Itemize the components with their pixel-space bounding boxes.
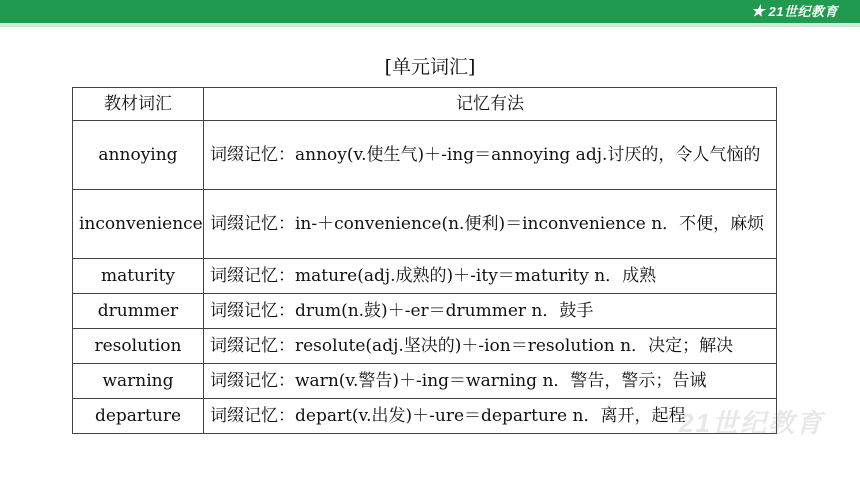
brand-logo <box>751 2 838 21</box>
method-cell: 词缀记忆：annoy(v.使生气)＋-ing＝annoying adj.讨厌的，令人气恼的 <box>204 121 777 190</box>
method-cell: 词缀记忆：warn(v.警告)＋-ing＝warning n．警告，警示；告诫 <box>204 364 777 399</box>
runner-icon: ★ <box>751 3 765 20</box>
word-cell: warning <box>73 364 204 399</box>
table-row <box>73 259 777 294</box>
method-cell: 词缀记忆：depart(v.出发)＋-ure＝departure n．离开，起程 <box>204 399 777 434</box>
column-header-method: 记忆有法 <box>204 88 777 121</box>
method-cell: 词缀记忆：drum(n.鼓)＋-er＝drummer n．鼓手 <box>204 294 777 329</box>
brand-logo-text: 21世纪教育 <box>768 4 838 19</box>
column-header-word: 教材词汇 <box>73 88 204 121</box>
word-cell: resolution <box>73 329 204 364</box>
table-row <box>73 121 777 190</box>
table-header-row <box>73 88 777 121</box>
table-row <box>73 294 777 329</box>
table-row <box>73 329 777 364</box>
method-cell: 词缀记忆：resolute(adj.坚决的)＋-ion＝resolution n．决定；解决 <box>204 329 777 364</box>
table-row <box>73 399 777 434</box>
word-cell: annoying <box>73 121 204 190</box>
watermark: 21世纪教育 <box>679 408 824 438</box>
method-cell: 词缀记忆：mature(adj.成熟的)＋-ity＝maturity n．成熟 <box>204 259 777 294</box>
word-cell: drummer <box>73 294 204 329</box>
page-title: [单元词汇] <box>384 56 476 78</box>
table-row <box>73 190 777 259</box>
vocabulary-table <box>72 87 777 434</box>
method-cell: 词缀记忆：in-＋convenience(n.便利)＝inconvenience n．不便，麻烦 <box>204 190 777 259</box>
top-banner <box>0 0 860 23</box>
word-cell: departure <box>73 399 204 434</box>
table-row <box>73 364 777 399</box>
word-cell: inconvenience <box>73 190 204 259</box>
word-cell: maturity <box>73 259 204 294</box>
banner-stripe <box>0 23 860 27</box>
